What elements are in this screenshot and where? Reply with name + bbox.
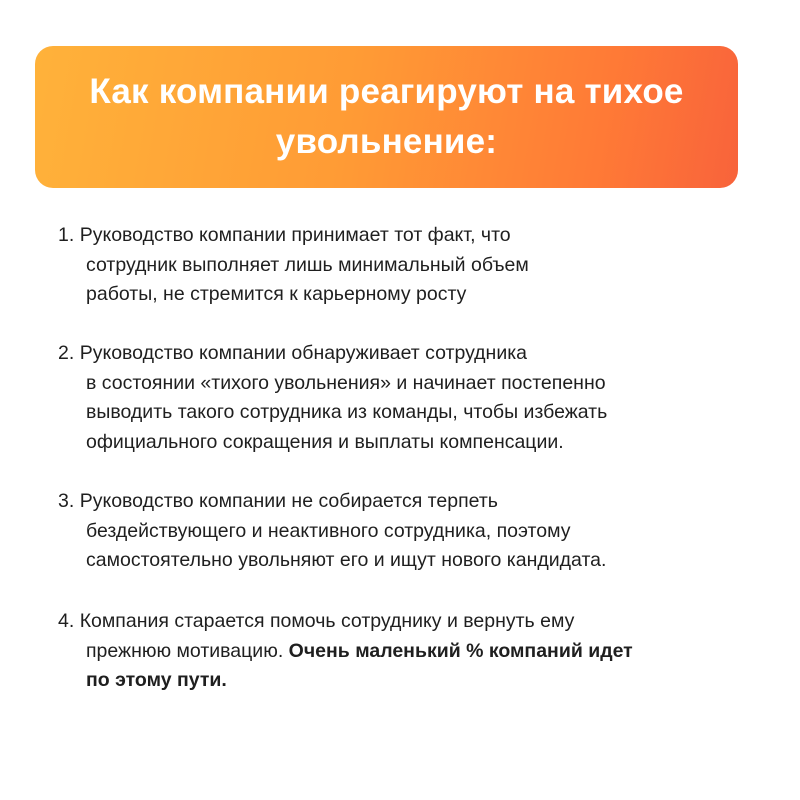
page-title-line-2: увольнение: <box>275 122 498 161</box>
list-item-number: 4. <box>58 610 75 632</box>
list-item-text: в состоянии «тихого увольнения» и начинает постепенно <box>86 371 606 394</box>
list-item-line <box>58 607 758 637</box>
list-item-number: 2. <box>58 342 75 364</box>
list-item-text: бездействующего и неактивного сотрудника, поэтому <box>86 519 571 542</box>
list-item-line <box>58 221 758 251</box>
list-item-number: 3. <box>58 490 75 512</box>
list-item-2 <box>58 339 758 457</box>
list-item-text: Руководство компании не собирается терпеть <box>79 490 498 512</box>
list-item-bold-text: Очень маленький % компаний идет <box>288 639 633 662</box>
list-item-text: работы, не стремится к карьерному росту <box>86 283 467 305</box>
list-item-3 <box>58 487 758 576</box>
list-item-text: Компания старается помочь сотруднику и вернуть ему <box>79 610 575 632</box>
list-item-4 <box>58 607 758 696</box>
list-item-1 <box>58 221 758 310</box>
list-item-line <box>58 487 758 517</box>
list-item-text: сотрудник выполняет лишь минимальный объем <box>86 253 529 276</box>
list-item-number: 1. <box>58 224 75 246</box>
page-title-line-1: Как компании реагируют на тихое <box>89 72 684 111</box>
list-item-text: Руководство компании принимает тот факт, что <box>79 224 511 246</box>
list-item-text: официального сокращения и выплаты компенсации. <box>86 430 564 453</box>
list-item-line <box>58 339 758 369</box>
list-item-text: прежнюю мотивацию. <box>86 639 284 662</box>
list-item-text: выводить такого сотрудника из команды, чтобы избежать <box>86 401 608 423</box>
list-item-text: самостоятельно увольняют его и ищут нового кандидата. <box>86 549 607 571</box>
list-item-text: Руководство компании обнаруживает сотрудника <box>79 342 528 364</box>
list-item-line <box>58 637 758 667</box>
list-item-bold-text: по этому пути. <box>86 669 227 691</box>
